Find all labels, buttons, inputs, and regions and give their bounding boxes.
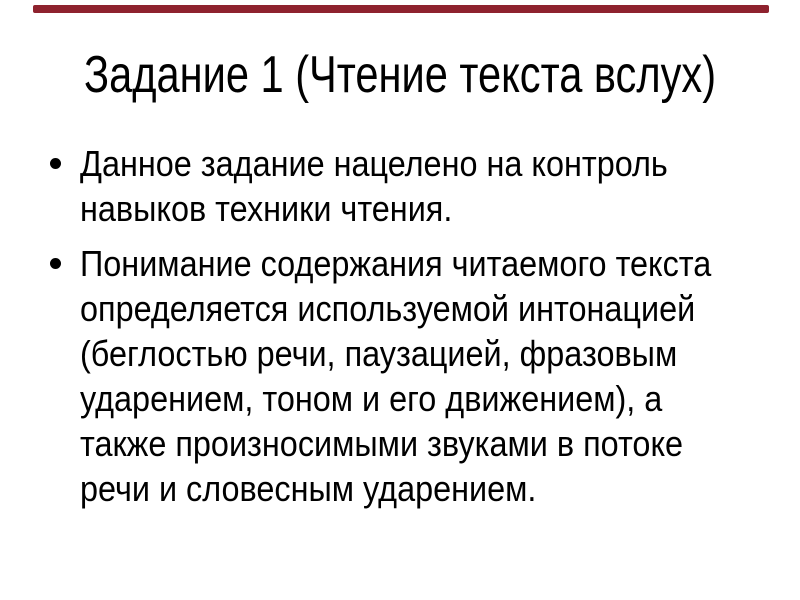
bullet-line: Понимание содержания читаемого текста <box>80 243 712 284</box>
bullet-text-2 <box>80 241 710 511</box>
bullet-item-2 <box>48 241 780 511</box>
bullet-line: определяется используемой интонацией <box>80 288 696 329</box>
bullet-dot-icon <box>50 258 61 269</box>
bullet-dot-icon <box>50 158 61 169</box>
bullet-line: также произносимыми звуками в потоке <box>80 423 684 464</box>
bullet-line: речи и словесным ударением. <box>80 468 537 509</box>
bullet-text-1 <box>80 141 710 231</box>
slide-title: Задание 1 (Чтение текста вслух) <box>83 46 717 104</box>
bullet-line: навыков техники чтения. <box>80 188 453 229</box>
bullet-line: Данное задание нацелено на контроль <box>80 143 668 184</box>
bullet-line: (беглостью речи, паузацией, фразовым <box>80 333 678 374</box>
bullet-list <box>48 141 780 511</box>
bullet-item-1 <box>48 141 780 231</box>
bullet-line: ударением, тоном и его движением), а <box>80 378 663 419</box>
top-accent-bar <box>33 5 769 13</box>
